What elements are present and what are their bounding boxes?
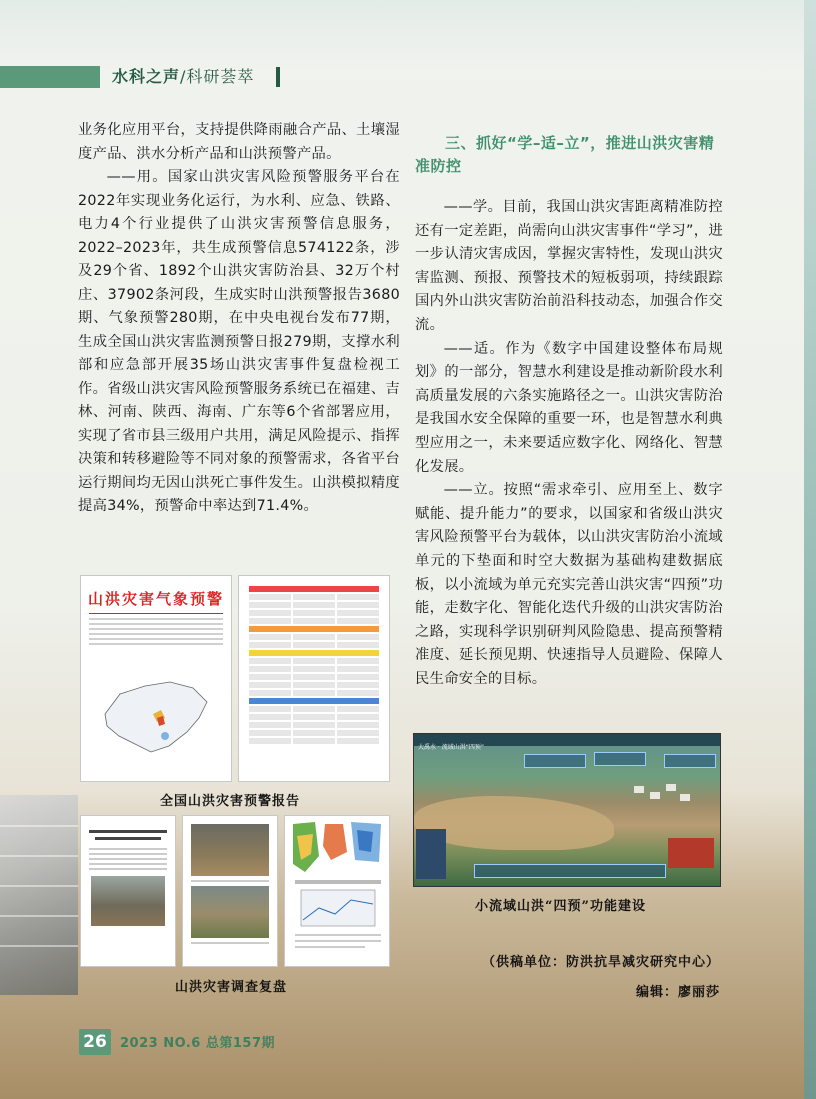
header-subsection: /科研荟萃 bbox=[180, 67, 255, 86]
page-edge-strip bbox=[804, 0, 816, 1099]
right-paragraph-2: ——适。作为《数字中国建设整体布局规划》的一部分，智慧水利建设是推动新阶段水利高质量发展的六条实施路径之一。山洪灾害防治是我国水安全保障的重要一环，也是智慧水利典型应用之一，未来要适应数字化、网络化、智慧化发展。 bbox=[415, 340, 723, 475]
survey-doc-image bbox=[80, 815, 176, 967]
editor-credit: 编辑：廖丽莎 bbox=[635, 985, 720, 1000]
issue-info: 2023 NO.6 总第157期 bbox=[120, 1036, 275, 1051]
building bbox=[680, 794, 690, 801]
overlay-panel bbox=[524, 754, 586, 768]
building bbox=[666, 784, 676, 791]
header-section: 水科之声 bbox=[112, 67, 181, 86]
warning-report-image bbox=[80, 575, 232, 782]
caption-watershed: 小流域山洪“四预”功能建设 bbox=[475, 899, 646, 914]
caption-survey-review: 山洪灾害调查复盘 bbox=[175, 980, 288, 995]
header-end-mark bbox=[276, 67, 280, 87]
section-header bbox=[0, 66, 288, 88]
warning-table-image bbox=[238, 575, 390, 782]
platform-title-bar bbox=[414, 734, 720, 751]
left-paragraph-2: ——用。国家山洪灾害风险预警服务平台在2022年实现业务化运行，为水利、应急、铁路、电力4个行业提供了山洪灾害预警信息服务，2022–2023年，共生成预警信息574122条，涉及29个省、1892个山洪灾害防治县、32万个村庄、37902条河段，生成实时山洪预警报告3680期、气象预警280期，在中央电视台发布77期，生成全国山洪灾害监测预警日报279期，支撑水利部和应急部开展35场山洪灾害事件复盘检视工作。省级山洪灾害风险预警服务系统已在福建、吉林、河南、陕西、海南、广东等6个省部署应用，实现了省市县三级用户共用，满足风险提示、指挥决策和转移避险等不同对象的预警需求，各省平台运行期间均无因山洪死亡事件发生。山洪模拟精度提高34%，预警命中率达到71.4%。 bbox=[78, 169, 400, 514]
left-column bbox=[78, 119, 400, 519]
building bbox=[634, 786, 644, 793]
watershed-platform-photo bbox=[413, 733, 721, 887]
doc-text-lines bbox=[81, 618, 231, 645]
building bbox=[650, 792, 660, 799]
right-paragraph-3: ——立。按照“需求牵引、应用至上、数字赋能、提升能力”的要求，以国家和省级山洪灾害风险预警平台为载体，以山洪灾害防治小流域单元的下垫面和时空大数据为基础构建数据底板，以小流域为单元充实完善山洪灾害“四预”功能，走数字化、智能化迭代升级的山洪灾害防治之路，实现科学识别研判风险隐患、提高预警精准度、延长预见期、快速指导人员避险、保障人民生命安全的目标。 bbox=[415, 482, 723, 687]
overlay-panel bbox=[664, 754, 716, 768]
overlay-panel bbox=[474, 864, 666, 878]
platform-title-text: 大禹水 · 流域山洪“四预” bbox=[418, 744, 484, 751]
analysis-maps-image bbox=[284, 815, 390, 967]
flood-photos-image bbox=[182, 815, 278, 967]
header-title bbox=[112, 66, 254, 88]
solar-panels bbox=[416, 829, 446, 879]
basin-map-icon bbox=[285, 816, 390, 967]
credits bbox=[482, 948, 720, 1008]
doc-divider bbox=[89, 613, 223, 614]
dam-background bbox=[0, 795, 78, 995]
caption-warning-report: 全国山洪灾害预警报告 bbox=[160, 794, 301, 809]
left-paragraph-1: 业务化应用平台，支持提供降雨融合产品、土壤湿度产品、洪水分析产品和山洪预警产品。 bbox=[78, 122, 400, 162]
china-map-icon bbox=[95, 674, 215, 756]
source-credit: （供稿单位：防洪抗旱减灾研究中心） bbox=[481, 955, 720, 970]
right-paragraph-1: ——学。目前，我国山洪灾害距离精准防控还有一定差距，尚需向山洪灾害事件“学习”，进一步认清灾害成因，掌握灾害特性，发现山洪灾害监测、预报、预警技术的短板弱项，持续跟踪国内外山洪灾害防治前沿科技动态，加强合作交流。 bbox=[415, 199, 723, 333]
warning-doc-title: 山洪灾害气象预警 bbox=[87, 590, 224, 608]
red-roof bbox=[668, 838, 714, 868]
overlay-panel bbox=[594, 752, 646, 766]
section-heading: 三、抓好“学–适–立”，推进山洪灾害精准防控 bbox=[415, 134, 715, 175]
page-number: 26 bbox=[79, 1029, 111, 1055]
warning-table bbox=[249, 586, 379, 771]
right-column bbox=[415, 132, 723, 691]
header-accent-bar bbox=[0, 66, 100, 88]
top-background bbox=[0, 0, 816, 68]
